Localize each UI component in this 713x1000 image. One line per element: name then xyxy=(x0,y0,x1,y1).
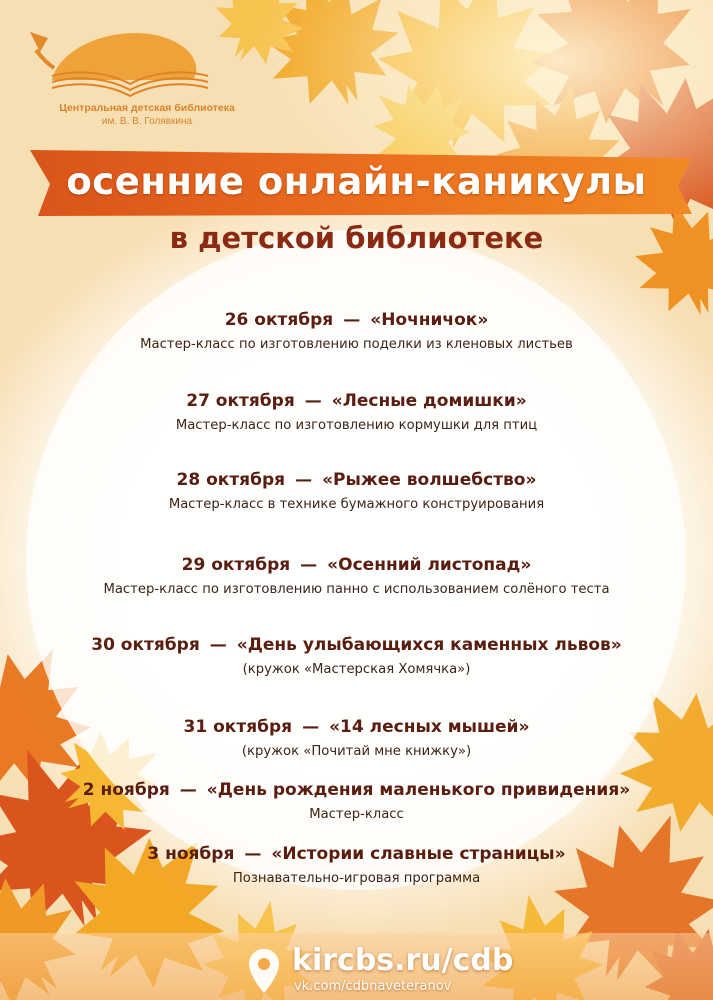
event-date: 31 октября xyxy=(183,717,293,737)
event-dash: — xyxy=(295,470,313,490)
event-item xyxy=(0,391,713,433)
event-title: «День рождения маленького привидения» xyxy=(206,780,631,800)
event-description: Мастер-класс xyxy=(309,807,404,822)
event-date: 26 октября xyxy=(224,310,334,330)
event-description: (кружок «Почитай мне книжку») xyxy=(241,744,472,759)
whale-book-icon xyxy=(22,18,232,102)
event-heading xyxy=(0,470,713,490)
event-heading xyxy=(0,391,713,411)
event-dash: — xyxy=(244,844,262,864)
event-date: 28 октября xyxy=(176,470,286,490)
page-subtitle: в детской библиотеке xyxy=(169,221,544,255)
event-heading xyxy=(0,310,713,330)
vk-link[interactable]: vk.com/cdbnaveteranov xyxy=(294,979,452,994)
event-title: «Осенний листопад» xyxy=(327,555,532,575)
event-item xyxy=(0,470,713,512)
event-heading xyxy=(0,844,713,864)
event-title: «Рыжее волшебство» xyxy=(322,470,537,490)
event-description: Мастер-класс по изготовлению поделки из кленовых листьев xyxy=(140,337,573,352)
event-item xyxy=(0,310,713,352)
event-item xyxy=(0,780,713,822)
event-dash: — xyxy=(343,310,361,330)
event-dash: — xyxy=(179,780,197,800)
event-description: Мастер-класс по изготовлению кормушки для птиц xyxy=(175,418,538,433)
library-named-after: им. В. В. Голявкина xyxy=(101,116,193,127)
event-title: «14 лесных мышей» xyxy=(329,717,530,737)
event-heading xyxy=(0,717,713,737)
website-link[interactable]: kircbs.ru/cdb xyxy=(292,943,514,978)
event-dash: — xyxy=(304,391,322,411)
event-item xyxy=(0,844,713,886)
event-dash: — xyxy=(302,717,320,737)
library-logo xyxy=(22,18,235,127)
event-date: 27 октября xyxy=(186,391,295,411)
event-description: Мастер-класс в технике бумажного конструирования xyxy=(168,497,545,512)
event-item xyxy=(0,555,713,597)
event-date: 29 октября xyxy=(181,555,291,575)
event-date: 2 ноября xyxy=(82,780,170,800)
event-title: «Лесные домишки» xyxy=(331,391,527,411)
event-description: (кружок «Мастерская Хомячка») xyxy=(242,662,471,677)
event-description: Познавательно-игровая программа xyxy=(232,871,481,886)
event-dash: — xyxy=(300,555,318,575)
page-title: осенние онлайн-каникулы xyxy=(66,160,647,203)
event-title: «Истории славные страницы» xyxy=(271,844,566,864)
event-heading xyxy=(0,555,713,575)
map-pin-icon xyxy=(247,947,281,995)
event-description: Мастер-класс по изготовлению панно с использованием солёного теста xyxy=(103,582,610,597)
event-heading xyxy=(0,780,713,800)
event-title: «День улыбающихся каменных львов» xyxy=(236,635,622,655)
event-item xyxy=(0,717,713,759)
event-item xyxy=(0,635,713,677)
event-heading xyxy=(0,635,713,655)
library-name: Центральная детская библиотека xyxy=(59,102,235,114)
event-date: 3 ноября xyxy=(147,844,235,864)
event-date: 30 октября xyxy=(91,635,200,655)
event-dash: — xyxy=(209,635,227,655)
event-title: «Ночничок» xyxy=(370,310,489,330)
